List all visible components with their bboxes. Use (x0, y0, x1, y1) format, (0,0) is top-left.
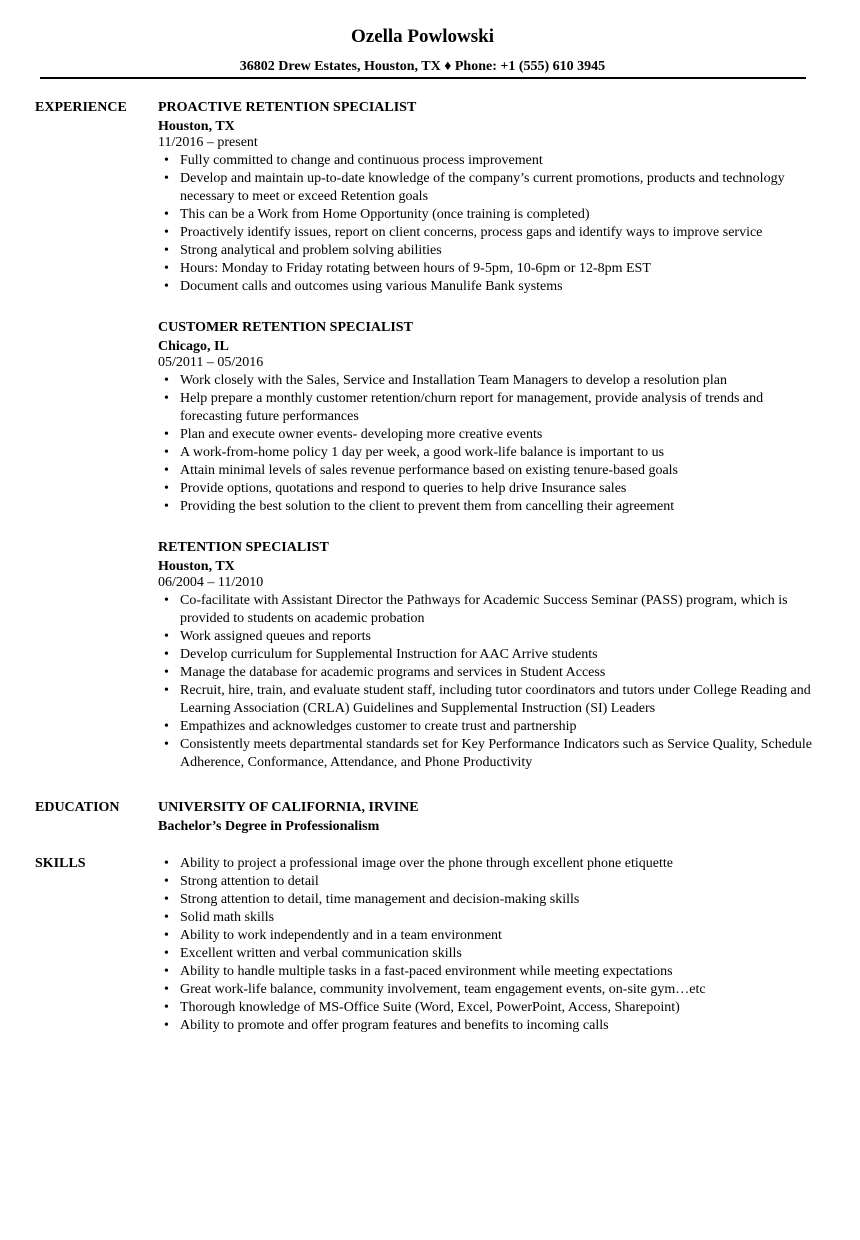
bullet-item: • Develop and maintain up-to-date knowledge of the company’s current promotions, products and technology necessary to meet or exceed Retention goals (158, 170, 818, 206)
section-label-skills: SKILLS (35, 856, 86, 871)
bullet-item: • Attain minimal levels of sales revenue performance based on existing tenure-based goals (158, 462, 818, 480)
experience-list (158, 99, 818, 795)
job-location: Houston, TX (158, 119, 235, 134)
job-bullets (158, 592, 818, 772)
skill-bullets (158, 855, 818, 1035)
job-title: RETENTION SPECIALIST (158, 540, 329, 555)
school-name: UNIVERSITY OF CALIFORNIA, IRVINE (158, 800, 419, 815)
job-title: CUSTOMER RETENTION SPECIALIST (158, 320, 413, 335)
bullet-item: • Manage the database for academic programs and services in Student Access (158, 664, 818, 682)
job-bullets (158, 372, 818, 516)
job-dates: 06/2004 – 11/2010 (158, 575, 264, 590)
bullet-item: • Work closely with the Sales, Service and Installation Team Managers to develop a resolution plan (158, 372, 818, 390)
contact-line: 36802 Drew Estates, Houston, TX ♦ Phone: +1 (555) 610 3945 (239, 59, 606, 74)
job-title: PROACTIVE RETENTION SPECIALIST (158, 100, 417, 115)
job-location: Houston, TX (158, 559, 235, 574)
job-entry (158, 319, 818, 516)
candidate-name: Ozella Powlowski (350, 26, 495, 47)
section-label-experience: EXPERIENCE (35, 100, 127, 115)
job-entry (158, 99, 818, 296)
skill-item: • Thorough knowledge of MS-Office Suite (Word, Excel, PowerPoint, Access, Sharepoint) (158, 999, 818, 1017)
bullet-item: • Help prepare a monthly customer retention/churn report for management, provide analysis of trends and forecasting future performances (158, 390, 818, 426)
bullet-item: • Co-facilitate with Assistant Director the Pathways for Academic Success Seminar (PASS) program, which is provided to students on academic probation (158, 592, 818, 628)
bullet-item: • Proactively identify issues, report on client concerns, process gaps and identify ways to improve service (158, 224, 818, 242)
bullet-item: • Plan and execute owner events- developing more creative events (158, 426, 818, 444)
skill-item: • Strong attention to detail (158, 873, 818, 891)
header-divider (40, 77, 806, 79)
bullet-item: • A work-from-home policy 1 day per week, a good work-life balance is important to us (158, 444, 818, 462)
skill-item: • Great work-life balance, community involvement, team engagement events, on-site gym…etc (158, 981, 818, 999)
job-dates: 11/2016 – present (158, 135, 258, 150)
job-entry (158, 539, 818, 772)
bullet-item: • Empathizes and acknowledges customer to create trust and partnership (158, 718, 818, 736)
bullet-item: • Fully committed to change and continuous process improvement (158, 152, 818, 170)
bullet-item: • Hours: Monday to Friday rotating between hours of 9-5pm, 10-6pm or 12-8pm EST (158, 260, 818, 278)
skill-item: • Solid math skills (158, 909, 818, 927)
bullet-item: • Work assigned queues and reports (158, 628, 818, 646)
bullet-item: • Strong analytical and problem solving abilities (158, 242, 818, 260)
skill-item: • Ability to project a professional image over the phone through excellent phone etiquette (158, 855, 818, 873)
skill-item: • Strong attention to detail, time management and decision-making skills (158, 891, 818, 909)
skills-list (158, 855, 818, 1035)
bullet-item: • Provide options, quotations and respond to queries to help drive Insurance sales (158, 480, 818, 498)
bullet-item: • Document calls and outcomes using various Manulife Bank systems (158, 278, 818, 296)
skill-item: • Ability to work independently and in a team environment (158, 927, 818, 945)
section-label-education: EDUCATION (35, 800, 120, 815)
bullet-item: • Develop curriculum for Supplemental Instruction for AAC Arrive students (158, 646, 818, 664)
skill-item: • Excellent written and verbal communication skills (158, 945, 818, 963)
bullet-item: • Providing the best solution to the client to prevent them from cancelling their agreement (158, 498, 818, 516)
skill-item: • Ability to promote and offer program features and benefits to incoming calls (158, 1017, 818, 1035)
bullet-item: • This can be a Work from Home Opportunity (once training is completed) (158, 206, 818, 224)
education-entry (158, 799, 818, 835)
bullet-item: • Recruit, hire, train, and evaluate student staff, including tutor coordinators and tutors under College Reading and Learning Association (CRLA) Guidelines and Supplemental Instruction (SI) Leaders (158, 682, 818, 718)
job-dates: 05/2011 – 05/2016 (158, 355, 264, 370)
bullet-item: • Consistently meets departmental standards set for Key Performance Indicators such as Service Quality, Schedule Adherence, Conformance, Attendance, and Phone Productivity (158, 736, 818, 772)
degree-name: Bachelor’s Degree in Professionalism (158, 819, 380, 834)
skill-item: • Ability to handle multiple tasks in a fast-paced environment while meeting expectations (158, 963, 818, 981)
job-location: Chicago, IL (158, 339, 229, 354)
job-bullets (158, 152, 818, 296)
